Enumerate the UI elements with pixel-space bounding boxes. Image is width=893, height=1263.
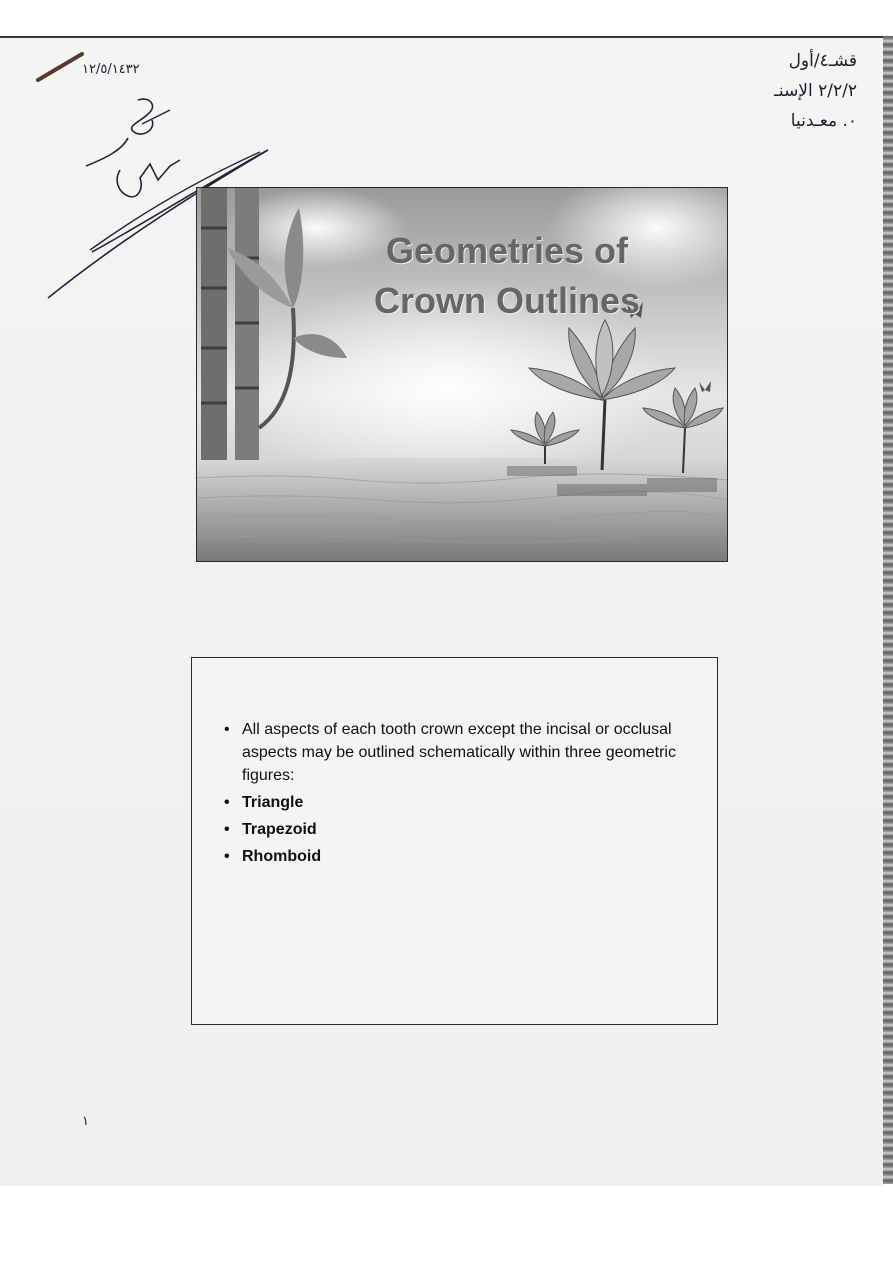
handwritten-date: ١٢/٥/١٤٣٢ [82, 62, 140, 77]
paper-edge [883, 36, 893, 1184]
page-number: ١ [82, 1114, 89, 1129]
note-line-3: ٠. معـدنيا [790, 111, 857, 131]
bullet-list [222, 718, 692, 872]
slide-title [307, 226, 707, 326]
bullet-triangle: • Triangle [222, 791, 692, 814]
content-slide [191, 657, 718, 1025]
slide-title-line-1: Geometries of [385, 230, 629, 271]
bullet-intro: • All aspects of each tooth crown except the incisal or occlusal aspects may be outlined schematically within three geometric figures: [222, 718, 692, 787]
title-slide [196, 187, 728, 562]
note-line-1: قشـ٤/أول [788, 51, 857, 71]
slide-title-line-2: Crown Outlines [373, 280, 640, 321]
note-line-2: ٢/٢/٢ الإسنـ [773, 81, 857, 101]
handwritten-course-note [774, 46, 857, 136]
bullet-trapezoid: • Trapezoid [222, 818, 692, 841]
bullet-rhomboid: • Rhomboid [222, 845, 692, 868]
